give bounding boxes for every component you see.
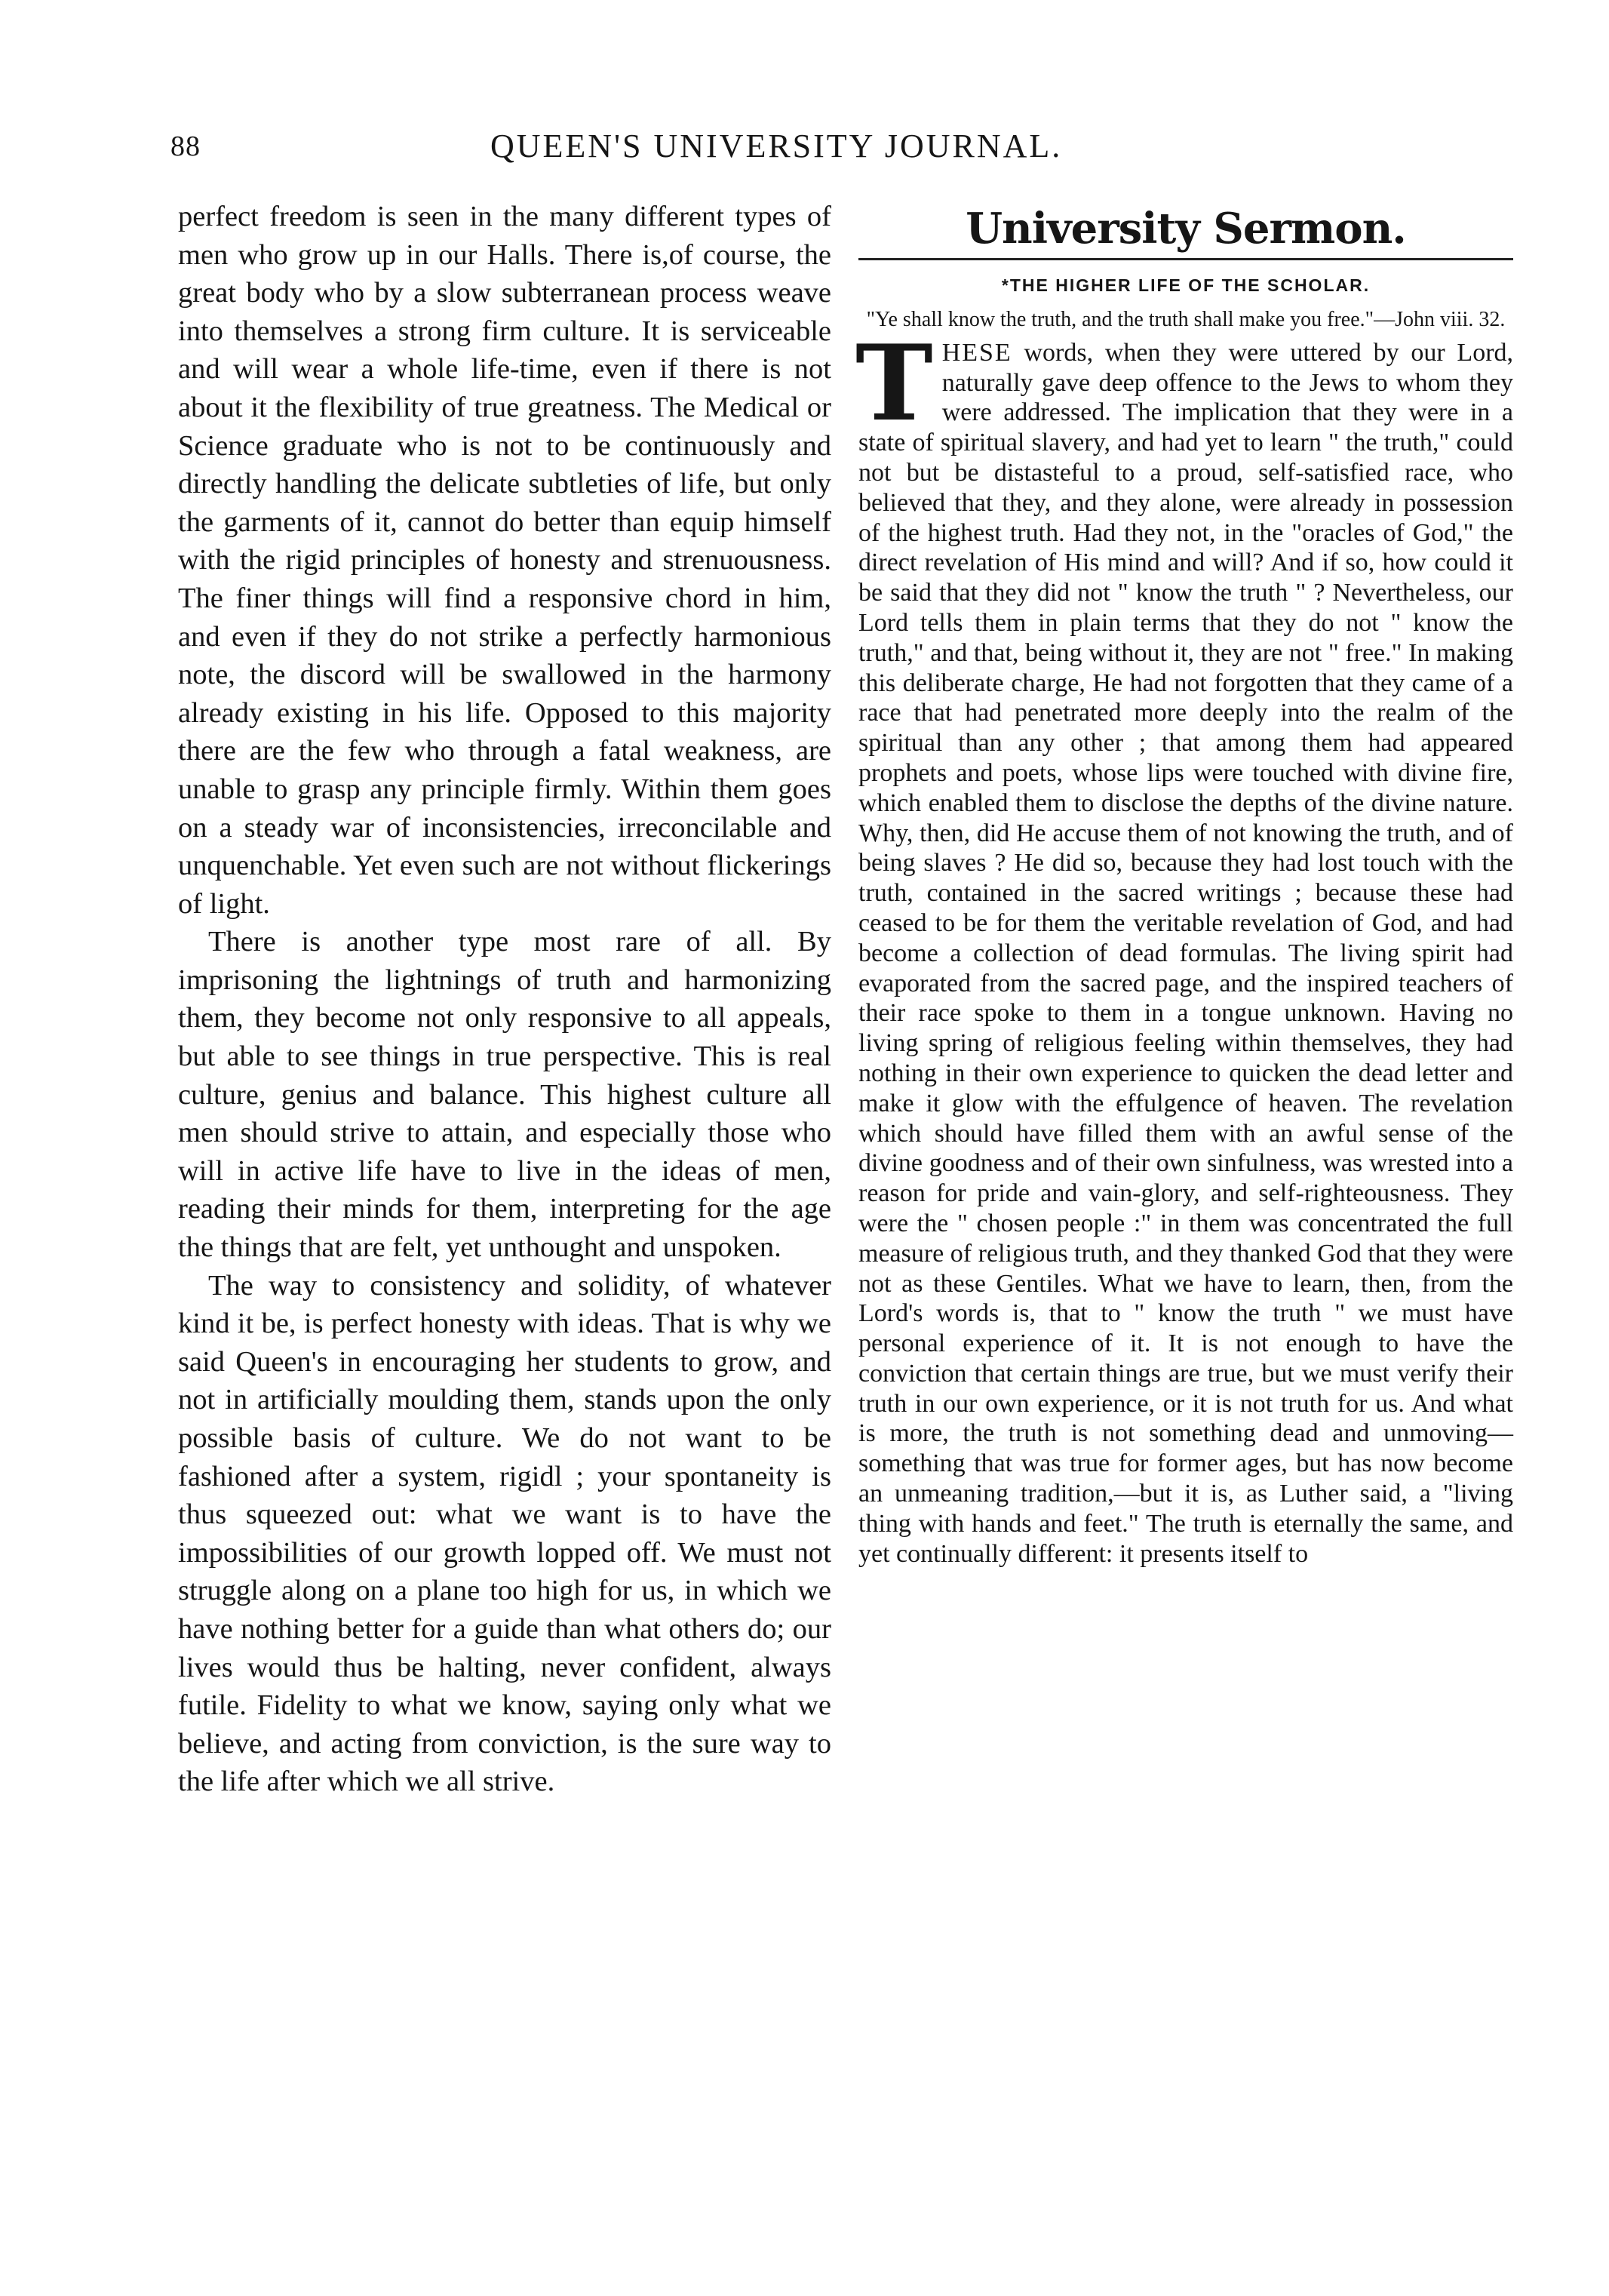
right-column bbox=[855, 198, 1514, 1569]
sermon-text: words, when they were uttered by our Lord, naturally gave deep offence to the Jews to whom they were addressed. The implication that they were in a state of spiritual slavery, and had yet to learn " the truth," could not but be distasteful to a proud, self-satisfied race, who believed that they, and they alone, were already in possession of the highest truth. Had they not, in the "oracles of God," the direct revelation of His mind and will? And if so, how could it be said that they did not " know the truth " ? Nevertheless, our Lord tells them in plain terms that they do not " know the truth," and that, being without it, they are not " free." In making this deliberate charge, He had not forgotten that they came of a race that had penetrated more deeply into the realm of the spiritual than any other ; that among them had appeared prophets and poets, whose lips were touched with divine fire, which enabled them to disclose the depths of the divine nature. Why, then, did He accuse them of not knowing the truth, and of being slaves ? He did so, because they had lost touch with the truth, contained in the sacred writings ; because these had ceased to be for them the veritable revelation of God, and had become a collection of dead formulas. The living spirit had evaporated from the sacred page, and the inspired teachers of their race spoke to them in a tongue unknown. Having no living spring of religious feeling within themselves, they had nothing in their own experience to quicken the dead letter and make it glow with the effulgence of heaven. The revelation which should have filled them with an awful sense of the divine goodness and of their own sinfulness, was wrested into a reason for pride and vain-glory, and self-righteousness. They were the " chosen people :" in them was concentrated the full measure of religious truth, and they thanked God that they were not as these Gentiles. What we have to learn, then, from the Lord's words is, that to " know the truth " we must have personal experience of it. It is not enough to have the conviction that certain things are true, but we must verify their truth in our own experience, or it is not truth for us. And what is more, the truth is not something dead and unmoving—something that was true for former ages, but has now become an unmeaning tradition,—but it is, as Luther said, a "living thing with hands and feet." The truth is eternally the same, and yet continually different: it presents itself to bbox=[858, 338, 1514, 1568]
first-word: HESE bbox=[941, 338, 1012, 367]
section-heading: University Sermon. bbox=[966, 204, 1406, 254]
heading-rule bbox=[858, 258, 1513, 260]
drop-cap: T bbox=[855, 321, 933, 444]
page-number: 88 bbox=[170, 131, 201, 162]
sermon-body bbox=[855, 321, 1514, 1569]
left-column bbox=[178, 198, 831, 1801]
paragraph: There is another type most rare of all. By imprisoning the lightnings of truth and harmonizing them, they become not only responsive to all appeals, but able to see things in true perspective. This is real culture, genius and balance. This highest culture all men should strive to attain, and especially those who will in active life have to live in the ideas of men, reading their minds for them, interpreting for the age the things that are felt, yet unthought and unspoken. bbox=[178, 926, 831, 1264]
epigraph: "Ye shall know the truth, and the truth shall make you free."—John viii. 32. bbox=[866, 307, 1506, 331]
running-title: QUEEN'S UNIVERSITY JOURNAL. bbox=[490, 128, 1063, 164]
paragraph: The way to consistency and solidity, of whatever kind it be, is perfect honesty with ideas. That is why we said Queen's in encouraging her students to grow, and not in artificially moulding them, stands upon the only possible basis of culture. We do not want to be fashioned after a system, rigidl ; your spontaneity is thus squeezed out: what we want is to have the impossibilities of our growth lopped off. We must not struggle along on a plane too high for us, in which we have nothing better for a guide than what others do; our lives would thus be halting, never confident, always futile. Fidelity to what we know, saying only what we believe, and acting from conviction, is the sure way to the life after which we all strive. bbox=[178, 1269, 831, 1798]
sermon-title: *THE HIGHER LIFE OF THE SCHOLAR. bbox=[1001, 275, 1371, 295]
paragraph: perfect freedom is seen in the many different types of men who grow up in our Halls. There is,of course, the great body who by a slow subterranean process weave into themselves a strong firm culture. It is serviceable and will wear a whole life-time, even if there is not about it the flexibility of true greatness. The Medical or Science graduate who is not to be continuously and directly handling the delicate subtleties of life, but only the garments of it, cannot do better than equip himself with the rigid principles of honesty and strenuousness. The finer things will find a responsive chord in him, and even if they do not strike a perfectly harmonious note, the discord will be swallowed in the harmony already existing in his life. Opposed to this majority there are the few who through a fatal weakness, are unable to grasp any principle firmly. Within them goes on a steady war of inconsistencies, irreconcilable and unquenchable. Yet even such are not without flickerings of light. bbox=[178, 201, 831, 920]
